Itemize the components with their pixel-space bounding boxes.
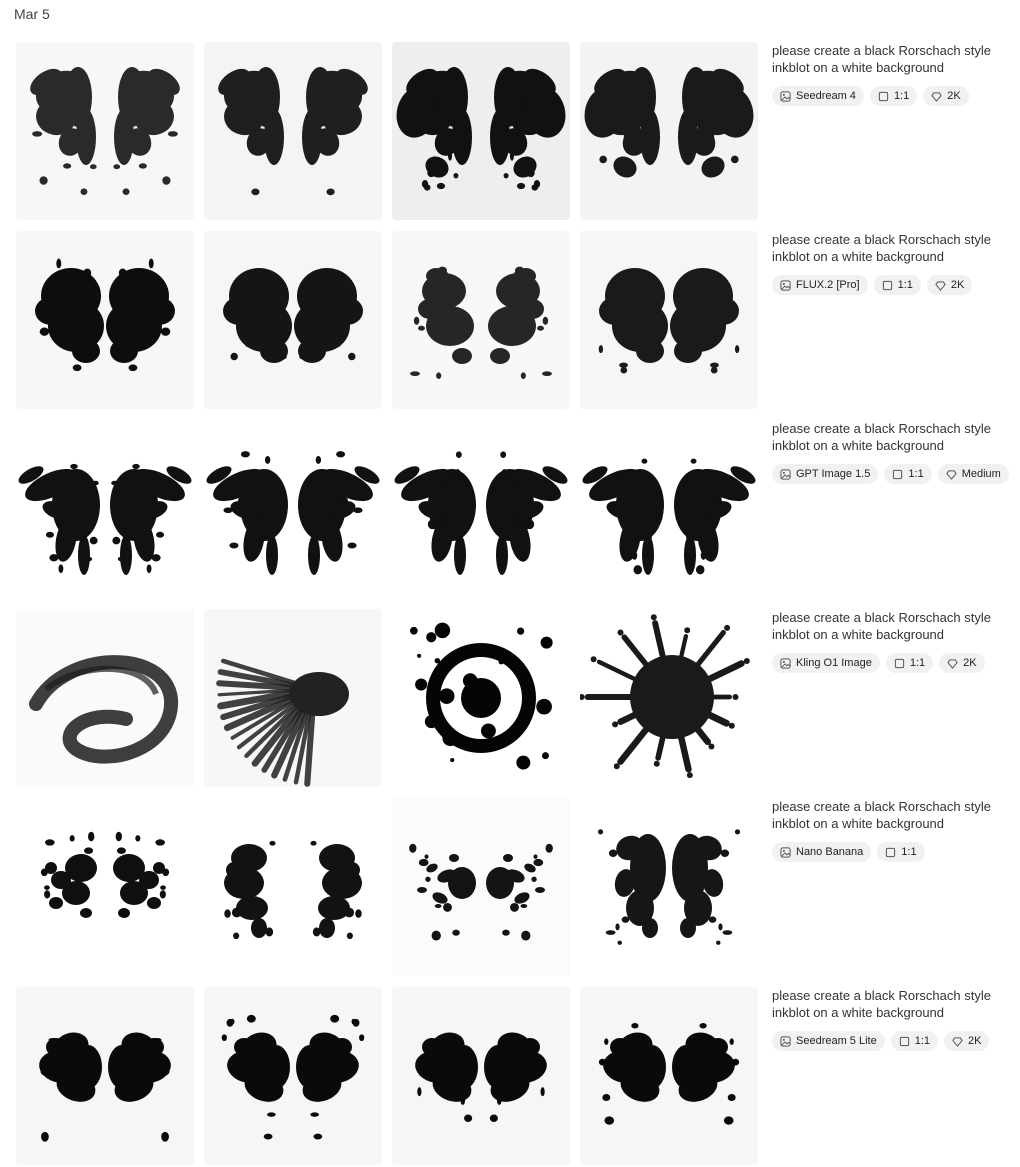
model-chip-label: Seedream 5 Lite (796, 1035, 877, 1047)
inkblot-image (16, 798, 194, 976)
inkblot-image (580, 42, 758, 220)
aspect-ratio-chip-label: 1:1 (901, 846, 917, 858)
model-chip[interactable] (772, 842, 871, 862)
generation-row (16, 420, 1016, 600)
inkblot-image (16, 42, 194, 220)
generation-row (16, 42, 1016, 222)
inkblot-thumbnail[interactable] (204, 609, 382, 787)
inkblot-thumbnail[interactable] (392, 798, 570, 976)
inkblot-image (392, 231, 570, 409)
inkblot-image (16, 231, 194, 409)
generation-info (772, 231, 1012, 295)
inkblot-thumbnail[interactable] (392, 420, 570, 598)
inkblot-image (580, 987, 758, 1165)
generation-info (772, 420, 1012, 484)
inkblot-thumbnail[interactable] (580, 231, 758, 409)
inkblot-thumbnail[interactable] (392, 987, 570, 1165)
inkblot-image (580, 420, 758, 598)
inkblot-image (392, 798, 570, 976)
inkblot-image (204, 798, 382, 976)
prompt-text[interactable]: please create a black Rorschach style inkblot on a white background (772, 43, 991, 75)
quality-chip[interactable] (944, 1031, 989, 1051)
inkblot-thumbnail[interactable] (580, 42, 758, 220)
quality-chip-label: Medium (961, 468, 1001, 480)
settings-chips (772, 464, 1012, 484)
square-icon (878, 91, 889, 102)
generation-row (16, 798, 1016, 978)
inkblot-thumbnail[interactable] (580, 420, 758, 598)
inkblot-thumbnail[interactable] (392, 231, 570, 409)
aspect-ratio-chip[interactable] (886, 653, 933, 673)
settings-chips (772, 653, 1012, 673)
aspect-ratio-chip[interactable] (877, 842, 924, 862)
image-icon (780, 280, 791, 291)
inkblot-thumbnail[interactable] (580, 798, 758, 976)
aspect-ratio-chip-label: 1:1 (897, 279, 913, 291)
diamond-icon (947, 658, 958, 669)
generation-info (772, 609, 1012, 673)
inkblot-image (16, 609, 194, 787)
inkblot-image (392, 987, 570, 1165)
inkblot-thumbnail[interactable] (204, 231, 382, 409)
square-icon (892, 469, 903, 480)
generation-row (16, 231, 1016, 411)
inkblot-thumbnail[interactable] (16, 798, 194, 976)
date-header: Mar 5 (14, 6, 50, 22)
quality-chip-label: 2K (963, 657, 977, 669)
image-icon (780, 91, 791, 102)
generation-row (16, 987, 1016, 1167)
generation-info (772, 798, 1012, 862)
prompt-text[interactable]: please create a black Rorschach style inkblot on a white background (772, 988, 991, 1020)
model-chip[interactable] (772, 1031, 885, 1051)
model-chip-label: Seedream 4 (796, 90, 856, 102)
generation-row (16, 609, 1016, 789)
inkblot-image (580, 609, 758, 787)
inkblot-thumbnail[interactable] (204, 798, 382, 976)
square-icon (894, 658, 905, 669)
prompt-text[interactable]: please create a black Rorschach style inkblot on a white background (772, 799, 991, 831)
model-chip[interactable] (772, 464, 878, 484)
aspect-ratio-chip[interactable] (874, 275, 921, 295)
square-icon (899, 1036, 910, 1047)
inkblot-thumbnail[interactable] (16, 231, 194, 409)
diamond-icon (931, 91, 942, 102)
inkblot-thumbnail[interactable] (16, 987, 194, 1165)
model-chip-label: GPT Image 1.5 (796, 468, 871, 480)
inkblot-image (392, 420, 570, 598)
square-icon (882, 280, 893, 291)
inkblot-image (204, 231, 382, 409)
diamond-icon (946, 469, 957, 480)
model-chip-label: Kling O1 Image (796, 657, 872, 669)
image-icon (780, 658, 791, 669)
inkblot-image (392, 42, 570, 220)
quality-chip[interactable] (927, 275, 972, 295)
settings-chips (772, 86, 1012, 106)
quality-chip[interactable] (923, 86, 968, 106)
generation-info (772, 987, 1012, 1051)
inkblot-thumbnail[interactable] (16, 420, 194, 598)
inkblot-image (204, 420, 382, 598)
inkblot-image (392, 609, 570, 787)
image-icon (780, 847, 791, 858)
inkblot-thumbnail[interactable] (580, 987, 758, 1165)
model-chip[interactable] (772, 653, 880, 673)
inkblot-thumbnail[interactable] (580, 609, 758, 787)
model-chip[interactable] (772, 86, 864, 106)
diamond-icon (952, 1036, 963, 1047)
generation-info (772, 42, 1012, 106)
quality-chip[interactable] (938, 464, 1009, 484)
inkblot-image (204, 42, 382, 220)
aspect-ratio-chip[interactable] (884, 464, 931, 484)
aspect-ratio-chip-label: 1:1 (893, 90, 910, 102)
quality-chip-label: 2K (968, 1035, 982, 1047)
settings-chips (772, 1031, 1012, 1051)
inkblot-thumbnail[interactable] (204, 987, 382, 1165)
inkblot-image (204, 609, 382, 787)
inkblot-image (580, 231, 758, 409)
inkblot-thumbnail[interactable] (204, 420, 382, 598)
inkblot-thumbnail[interactable] (204, 42, 382, 220)
image-icon (780, 1036, 791, 1047)
inkblot-image (16, 987, 194, 1165)
model-chip-label: Nano Banana (796, 846, 864, 858)
inkblot-image (204, 987, 382, 1165)
inkblot-thumbnail[interactable] (16, 609, 194, 787)
settings-chips (772, 842, 1012, 862)
aspect-ratio-chip-label: 1:1 (908, 468, 924, 480)
image-icon (780, 469, 791, 480)
inkblot-thumbnail[interactable] (16, 42, 194, 220)
quality-chip-label: 2K (947, 90, 961, 102)
prompt-text[interactable]: please create a black Rorschach style inkblot on a white background (772, 232, 991, 264)
model-chip[interactable] (772, 275, 868, 295)
square-icon (885, 847, 896, 858)
settings-chips (772, 275, 1012, 295)
aspect-ratio-chip[interactable] (891, 1031, 938, 1051)
prompt-text[interactable]: please create a black Rorschach style inkblot on a white background (772, 610, 991, 642)
prompt-text[interactable]: please create a black Rorschach style inkblot on a white background (772, 421, 991, 453)
inkblot-thumbnail[interactable] (392, 42, 570, 220)
inkblot-image (580, 798, 758, 976)
aspect-ratio-chip-label: 1:1 (909, 657, 926, 669)
inkblot-thumbnail[interactable] (392, 609, 570, 787)
quality-chip-label: 2K (950, 279, 965, 291)
model-chip-label: FLUX.2 [Pro] (796, 279, 860, 291)
inkblot-image (16, 420, 194, 598)
aspect-ratio-chip[interactable] (870, 86, 917, 106)
diamond-icon (935, 280, 946, 291)
aspect-ratio-chip-label: 1:1 (914, 1035, 931, 1047)
quality-chip[interactable] (939, 653, 984, 673)
